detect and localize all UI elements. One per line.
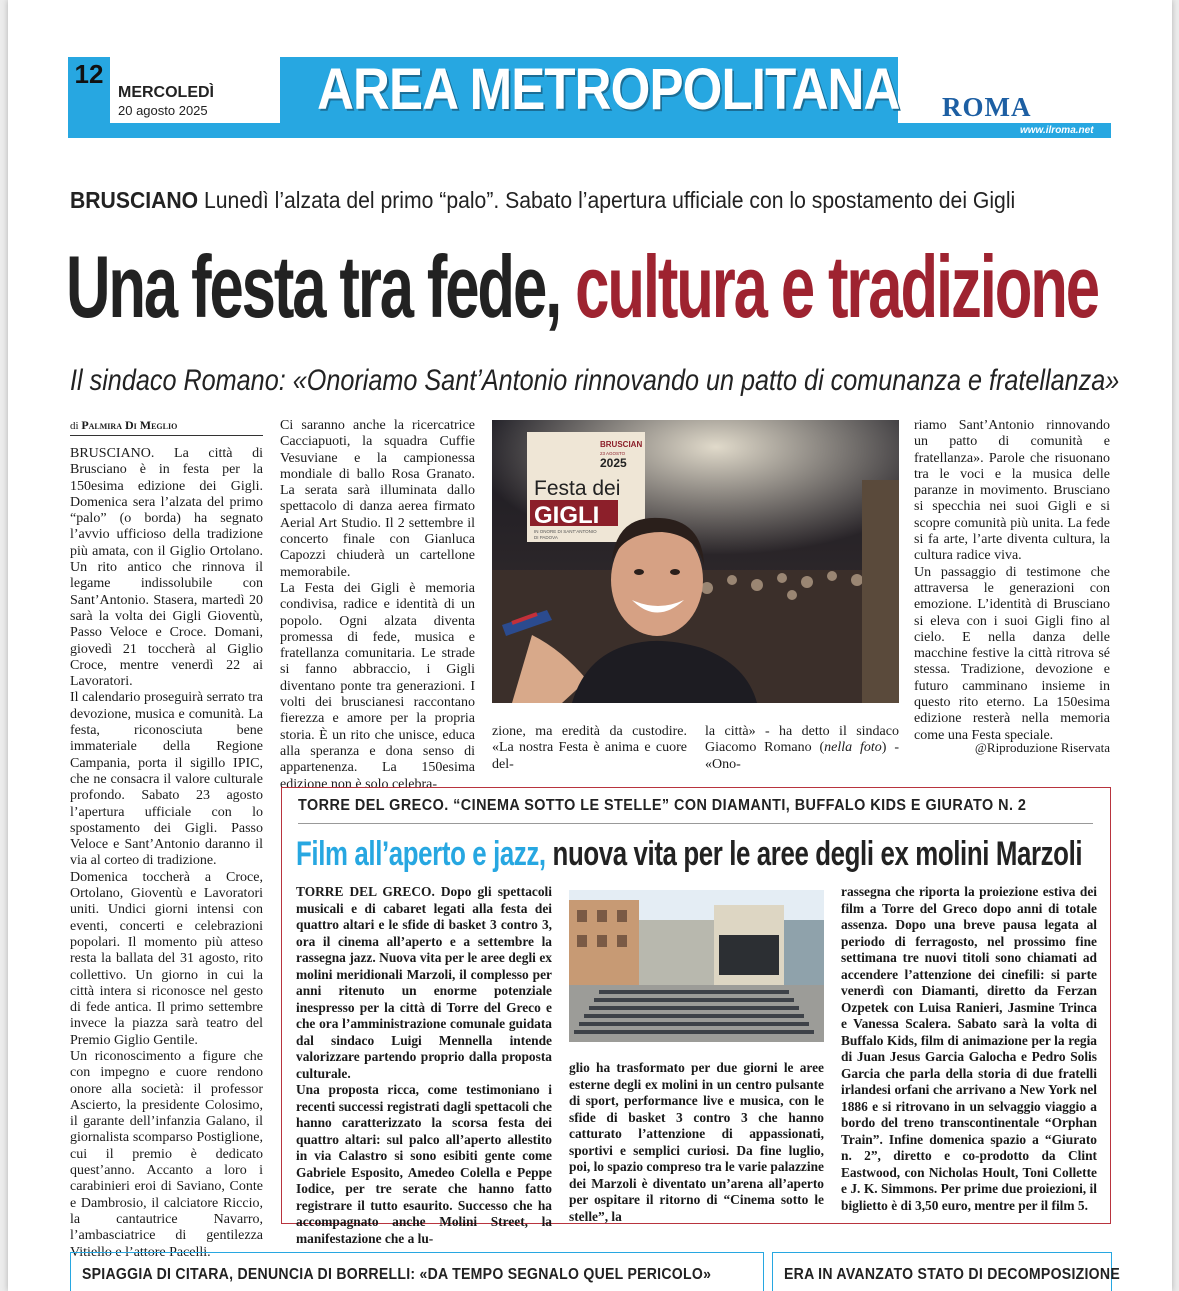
bottom-article-title-2: ERA IN AVANZATO STATO DI DECOMPOSIZIONE [784, 1266, 1120, 1283]
author-name: Palmira Di Meglio [81, 418, 178, 432]
copyright-notice: @Riproduzione Riservata [974, 740, 1110, 755]
quote-text: la città» - ha detto il sindaco Giacomo Romano ( [705, 724, 899, 756]
photo-illustration [569, 890, 824, 1042]
article2-kicker: TORRE DEL GRECO. “CINEMA SOTTO LE STELLE” CON DIAMANTI, BUFFALO KIDS E GIURATO N. 2 [298, 797, 1027, 814]
poster-title: Festa dei [534, 477, 621, 500]
article2-column-1 [296, 884, 552, 1247]
article-column-2 [280, 418, 475, 793]
page-number: 12 [74, 59, 104, 89]
article-subheadline: Il sindaco Romano: «Onoriamo Sant’Antonio rinnovando un patto di comunanza e fratellanza» [70, 364, 1120, 397]
photo-reference: nella foto [824, 740, 882, 756]
kicker-text: Lunedì l’alzata del primo “palo”. Sabato l’apertura ufficiale con lo spostamento dei Gigli [204, 187, 1016, 213]
article-column-1 [70, 446, 263, 1261]
kicker-place: BRUSCIANO [70, 187, 199, 213]
article-column-3 [914, 418, 1110, 744]
byline-prefix: di [70, 420, 79, 432]
paragraph: Un passaggio di testimone che attraversa le generazioni con emozione. L’identità di Brusciano si eleva con i suoi Gigli fino al cielo. E nella danza delle macchine festive la città ritrova sé stessa. Tradizione, devozione e futuro camminano insieme in questo rito eterno. La 150esima edizione resterà nella memoria come una Festa speciale. [914, 564, 1110, 743]
byline [70, 418, 263, 436]
header-rule [68, 123, 1111, 138]
article-kicker [70, 187, 1015, 214]
poster-year: 2025 [600, 456, 627, 470]
mayor-selfie-photo [492, 420, 899, 703]
paragraph: Una proposta ricca, come testimoniano i recenti successi registrati dagli spettacoli che hanno caratterizzato la scorsa festa dei quattro altari: sul palco all’aperto allestito in via Calastro si sono esibiti gente come Gabriele Esposito, Amedeo Colella e Peppe Iodice, per tre serate che hanno fatto registrare il tutto esaurito. Successo che ha accompagnato anche Molini Street, la manifestazione che a lu- [296, 1082, 552, 1246]
headline-blue: Film all’aperto e jazz, [296, 835, 546, 873]
paragraph: Il calendario proseguirà serrato tra devozione, musica e comunità. La festa, riconosciuta bene immateriale della Regione Campania, porta il sigillo IPIC, che ne consacra il valore culturale profondo. Sabato 23 agosto l’apertura ufficiale con lo spostamento dei Gigli. Passo Veloce e Sant’Antonio daranno il via al corteo di tradizione. [70, 690, 263, 869]
poster-date: 23 AGOSTO [600, 451, 626, 456]
article-headline [66, 232, 1098, 342]
cinema-arena-photo [569, 890, 824, 1042]
paragraph: Domenica toccherà a Croce, Ortolano, Gioventù e Lavoratori uniti. Undici giorni intensi con eventi, concerti e celebrazioni popolari. Il momento più atteso resta la ballata del 31 agosto, rito collettivo. Un giorno in cui la città intera si riconosce nel gesto di fede antica. Il primo settembre invece la piazza sarà teatro del Premio Giglio Gentile. [70, 869, 263, 1048]
paragraph: Un riconoscimento a figure che con impegno e cuore rendono onore alla società: il professor Ascierto, la presidente Colosimo, il garante dell’infanzia Galano, il giornalista scomparso Postiglione, cui il premio è dedicato quest’anno. Accanto a loro i carabinieri eroi di Saviano, Conte e Dambrosio, il calciatore Riccio, la cantautrice Navarro, l’ambasciatrice di gentilezza Vitiello e l’attore Pacelli. [70, 1048, 263, 1260]
article-continuation-2 [705, 724, 899, 773]
newspaper-page [8, 0, 1172, 1291]
poster-gigli: GIGLI [534, 502, 600, 529]
headline-dark: Una festa tra fede, [66, 237, 561, 336]
photo-illustration [492, 420, 899, 703]
paragraph: Ci saranno anche la ricercatrice Cacciapuoti, la squadra Cuffie Vesuviane e la campionessa mondiale di ballo Rosa Granato. La serata sarà illuminata dallo spettacolo di danza aerea firmato Aerial Art Studio. Il 2 settembre il concerto finale con Gianluca Capozzi chiuderà un cartellone memorabile. [280, 418, 475, 580]
paragraph: La Festa dei Gigli è memoria condivisa, radice e identità di un popolo. Ogni alzata diventa promessa di fede, musica e fratellanza comunitaria. Le strade si fanno abbraccio, i Gigli diventano ponte tra generazioni. I volti dei bruscianesi raccontano fierezza e amore per la propria storia. È un rito che unisce, educa alla speranza e dona senso di appartenenza. La 150esima edizione non è solo celebra- [280, 580, 475, 792]
poster-city: BRUSCIAN [600, 440, 643, 449]
section-title: AREA METROPOLITANA [317, 57, 900, 122]
poster-subtitle-2: DI PADOVA [534, 535, 558, 540]
paragraph: BRUSCIANO. La città di Brusciano è in festa per la 150esima edizione dei Gigli. Domenica sera l’alzata del primo “palo” (o borda) ha segnato l’avvio ufficioso della tradizione più amata, con il Giglio Ortolano. Un rito antico che rinnova il legame indissolubile con Sant’Antonio. Stasera, martedì 20 sarà la volta dei Gigli Gioventù, Passo Veloce e Croce. Domani, giovedì 21 toccherà al Giglio Croce, mentre venerdì 22 ai Lavoratori. [70, 446, 263, 690]
headline-dark: nuova vita per le aree degli ex molini Marzoli [552, 835, 1083, 873]
issue-date: 20 agosto 2025 [118, 103, 208, 118]
newspaper-logo: ROMA [942, 92, 1032, 122]
website-url: www.ilroma.net [1020, 125, 1094, 136]
divider [298, 823, 1093, 824]
headline-red: cultura e tradizione [575, 237, 1098, 336]
bottom-article-title-1: SPIAGGIA DI CITARA, DENUNCIA DI BORRELLI: «DA TEMPO SEGNALO QUEL PERICOLO» [82, 1266, 712, 1283]
article-continuation-1: zione, ma eredità da custodire. «La nostra Festa è anima e cuore del- [492, 724, 687, 772]
article2-column-2: glio ha trasformato per due giorni le aree esterne degli ex molini in un centro pulsante di sport, performance live e musica, con le sfide di basket 3 contro 3 che hanno catturato l’attenzione di appassionati, sportivi e semplici curiosi. Da fine luglio, poi, lo spazio compreso tra le varie palazzine dei Marzoli è diventato un’arena all’aperto per ospitare il ritorno di “Cinema sotto le stelle”, la [569, 1060, 824, 1224]
quote-text-end: ) - «Ono- [705, 740, 899, 772]
weekday: MERCOLEDÌ [118, 84, 214, 101]
article2-column-3: rassegna che riporta la proiezione estiva dei film a Torre del Greco dopo anni di totale assenza. Dopo una breve pausa legata al periodo di ferragosto, nel prossimo fine settimana tre nuovi titoli sono chiamati ad accendere l’attenzione dei cinefili: si parte venerdì con Diamanti, diretto da Ferzan Ozpetek con Luisa Ranieri, Jasmine Trinca e Vanessa Scalera. Sabato sarà la volta di Buffalo Kids, film di animazione per la regia di Juan Jesus Garcia Galocha e Pedro Solis Garcia che parla della storia di due fratelli irlandesi orfani che arrivano a New York nel 1886 e si ritrovano in un selvaggio viaggio a bordo del treno transcontinentale “Orphan Train”. Infine domenica spazio a “Giurato n. 2”, diretto e co-prodotto da Clint Eastwood, con Nicholas Hoult, Toni Collette e J. K. Simmons. Per prime due proiezioni, il biglietto è di 3,50 euro, mentre per il film 5. [841, 884, 1097, 1213]
paragraph: TORRE DEL GRECO. Dopo gli spettacoli musicali e di cabaret legati alla festa dei quattro altari e le sfide di basket 3 contro 3, ora il cinema all’aperto e a settembre la rassegna jazz. Nuova vita per le aree degli ex molini meridionali Marzoli, il complesso per anni ritenuto un enorme potenziale inespresso per la città di Torre del Greco e che ora l’amministrazione comunale guidata dal sindaco Luigi Mennella intende valorizzare partendo proprio dalla proposta culturale. [296, 884, 552, 1081]
poster-subtitle: IN ONORE DI SANT’ANTONIO [534, 529, 597, 534]
article2-headline [296, 834, 1082, 874]
paragraph: riamo Sant’Antonio rinnovando un patto di comunità e fratellanza». Parole che risuonano tra le voci e la musica delle paranze in movimento. Brusciano si specchia nei suoi Gigli e si scopre comunità più unita. La fede si fa arte, l’arte diventa cultura, la cultura radice viva. [914, 418, 1110, 564]
